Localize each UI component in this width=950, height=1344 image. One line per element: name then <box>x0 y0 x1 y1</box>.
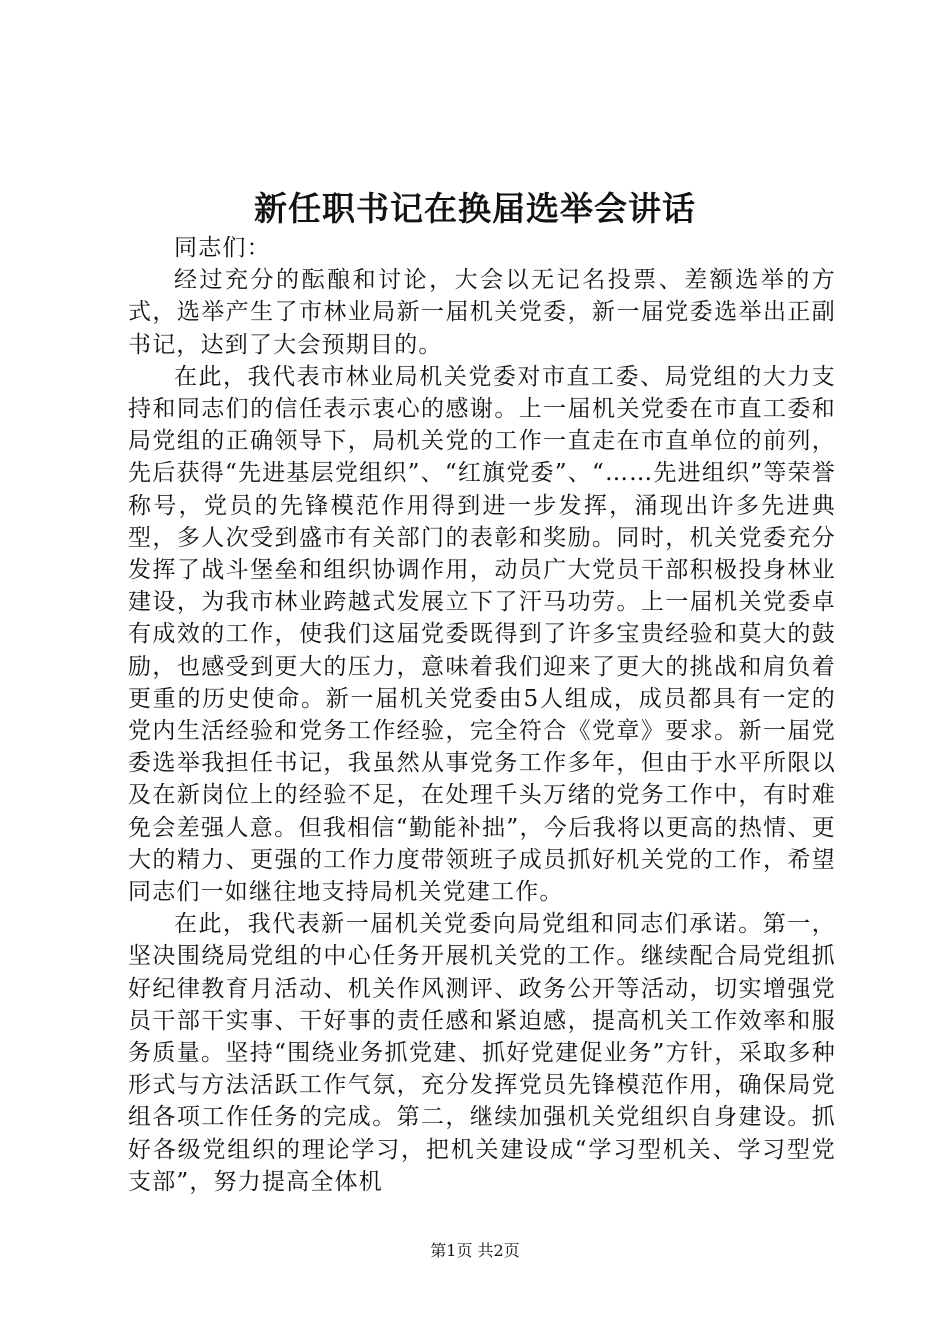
paragraph-3: 在此，我代表新一届机关党委向局党组和同志们承诺。第一，坚决围绕局党组的中心任务开展机关党的工作。继续配合局党组抓好纪律教育月活动、机关作风测评、政务公开等活动，切实增强党员干部干实事、干好事的责任感和紧迫感，提高机关工作效率和服务质量。坚持“围绕业务抓党建、抓好党建促业务”方针，采取多种形式与方法活跃工作气氛，充分发挥党员先锋模范作用，确保局党组各项工作任务的完成。第二，继续加强机关党组织自身建设。抓好各级党组织的理论学习，把机关建设成“学习型机关、学习型党支部”，努力提高全体机 <box>128 911 836 1195</box>
paragraph-2: 在此，我代表市林业局机关党委对市直工委、局党组的大力支持和同志们的信任表示衷心的感谢。上一届机关党委在市直工委和局党组的正确领导下，局机关党的工作一直走在市直单位的前列，先后获得“先进基层党组织”、“红旗党委”、“……先进组织”等荣誉称号，党员的先锋模范作用得到进一步发挥，涌现出许多先进典型，多人次受到盛市有关部门的表彰和奖励。同时，机关党委充分发挥了战斗堡垒和组织协调作用，动员广大党员干部积极投身林业建设，为我市林业跨越式发展立下了汗马功劳。上一届机关党委卓有成效的工作，使我们这届党委既得到了许多宝贵经验和莫大的鼓励，也感受到更大的压力，意味着我们迎来了更大的挑战和肩负着更重的历史使命。新一届机关党委由5人组成，成员都具有一定的党内生活经验和党务工作经验，完全符合《党章》要求。新一届党委选举我担任书记，我虽然从事党务工作多年，但由于水平所限以及在新岗位上的经验不足，在处理千头万绪的党务工作中，有时难免会差强人意。但我相信“勤能补拙”，今后我将以更高的热情、更大的精力、更强的工作力度带领班子成员抓好机关党的工作，希望同志们一如继往地支持局机关党建工作。 <box>128 363 836 906</box>
salutation: 同志们： <box>174 235 271 261</box>
paragraph-1: 经过充分的酝酿和讨论，大会以无记名投票、差额选举的方式，选举产生了市林业局新一届机关党委，新一届党委选举出正副书记，达到了大会预期目的。 <box>128 267 836 358</box>
document-title: 新任职书记在换届选举会讲话 <box>254 189 696 228</box>
document-body <box>128 232 836 1198</box>
page-footer: 第1页 共2页 <box>430 1241 520 1260</box>
